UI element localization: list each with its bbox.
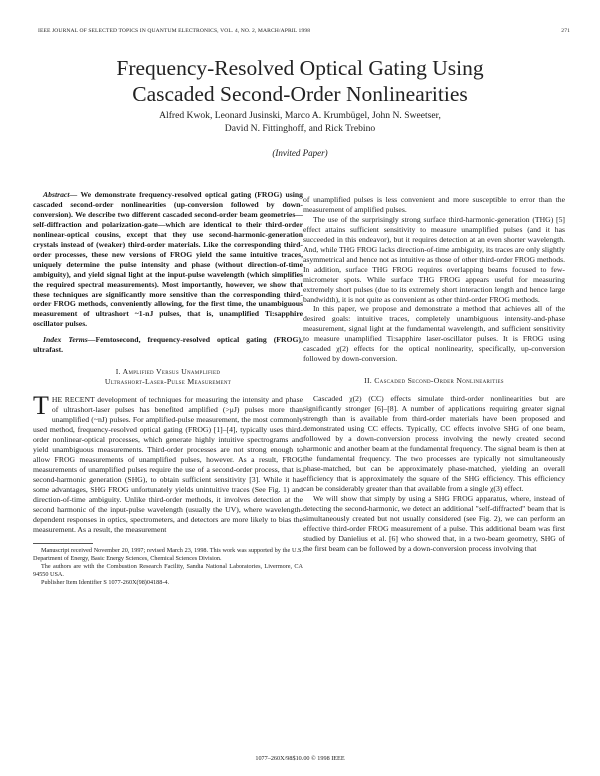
right-column <box>303 195 565 553</box>
drop-cap: T <box>33 391 49 421</box>
footnotes <box>33 547 303 587</box>
right-paragraph-3: In this paper, we propose and demonstrate a method that achieves all of the desired goals: intuitive traces, completely unambiguous intensity-and-phase measurement, signal light at the fundamental wavelength, and sufficient sensitivity to measure unamplified Ti:sapphire laser-oscillator pulses. It is FROG using cascaded χ(2) effects for the optical nonlinearity, specifically, up-conversion followed by down-conversion. <box>303 304 565 364</box>
journal-header: IEEE JOURNAL OF SELECTED TOPICS IN QUANTUM ELECTRONICS, VOL. 4, NO. 2, MARCH/APRIL 1998 <box>38 28 311 34</box>
footnote-divider <box>33 543 93 544</box>
index-terms-label: Index Terms— <box>43 335 96 345</box>
abstract-text: We demonstrate frequency-resolved optical gating (FROG) using cascaded second-order nonlinearities (up-conversion followed by down-conversion). We describe two different cascaded second-order beam geometries—self-diffraction and polarization-gate—which are identical to their third-order nonlinear-optical cousins, except that they use second-harmonic-generation crystals instead of (weaker) third-order materials. Like the corresponding third-order processes, these new versions of FROG yield the same intuitive traces, uniquely determine the pulse intensity and phase (without direction-of-time ambiguity), and yield signal light at the input-pulse wavelength (which simplifies the required spectral measurements). Most importantly, however, we show that these techniques are significantly more sensitive than the corresponding third-order FROG methods, conveniently allowing, for the first time, the unambiguous measurement of ultrashort ~1-nJ pulses, that is, unamplified Ti:sapphire oscillator pulses. <box>33 190 303 329</box>
index-terms <box>33 335 303 355</box>
abstract <box>33 190 303 329</box>
authors-line-1: Alfred Kwok, Leonard Jusinski, Marco A. Krumbügel, John N. Sweetser, <box>159 110 441 121</box>
right-paragraph-4: Cascaded χ(2) (CC) effects simulate third-order nonlinearities but are significantly stronger [6]–[8]. A number of applications requiring greater signal strength than is available from third-order materials have been proposed and demonstrated using CC effects. Typically, CC effects involve SHG of one beam, followed by a down-conversion process involving the newly created second harmonic and another beam at the fundamental frequency. The signal beam is then at the fundamental frequency. The two processes are typically not simultaneously phase-matched, but can be approximately phase-matched, yielding an overall efficiency that is approximately the square of the SHG efficiency. This efficiency can be considerably greater than that available from a single χ(3) effect. <box>303 394 565 493</box>
title-line-2: Cascaded Second-Order Nonlinearities <box>132 82 468 106</box>
section-1-paragraph-1 <box>33 391 303 534</box>
title-line-1: Frequency-Resolved Optical Gating Using <box>116 56 484 80</box>
footnote-affiliation: The authors are with the Combustion Research Facility, Sandia National Laboratories, Livermore, CA 94550 USA. <box>33 562 303 578</box>
footnote-identifier: Publisher Item Identifier S 1077-260X(98)04188-4. <box>41 578 170 586</box>
page-number: 271 <box>561 28 570 34</box>
running-header <box>38 28 570 38</box>
authors-line-2: David N. Fittinghoff, and Rick Trebino <box>224 122 376 134</box>
invited-paper-label: (Invited Paper) <box>272 148 328 158</box>
abstract-label: Abstract— <box>43 190 78 199</box>
author-list <box>0 110 600 135</box>
paper-title <box>0 55 600 107</box>
section-2-heading: II. Cascaded Second-Order Nonlinearities <box>364 376 504 386</box>
left-column <box>33 190 303 587</box>
section-1-heading <box>33 367 303 387</box>
section-1-title-line-2: Ultrashort-Laser-Pulse Measurement <box>104 377 232 387</box>
section-1-paragraph-1-text: HE RECENT development of techniques for measuring the intensity and phase of ultrashort-laser pulses has benefited amplified (>μJ) pulses more than unamplified (~nJ) pulses. For amplified-pulse measurement, the most commonly used method, frequency-resolved optical gating (FROG) [1]–[4], typically uses third-order nonlinear-optical processes, which generate highly intuitive spectrograms and yield unambiguous measurements. Third-order processes are not strong enough to allow FROG measurements of unamplified pulses, however. As a result, FROG measurements of unamplified pulses require the use of a second-order process, that is, second-harmonic generation (SHG), to obtain sufficient sensitivity [3]. While it has some advantages, SHG FROG unfortunately yields unintuitive traces (See Fig. 1) and direction-of-time ambiguity. Unlike third-order methods, it involves detection at the second harmonic of the input-pulse wavelength (usually the UV), where wavelength-dependent responses in optics, spectrometers, and detectors are more likely to bias the measurement. As a result, the measurement <box>33 395 303 534</box>
footnote-received: Manuscript received November 20, 1997; revised March 23, 1998. This work was supported by the U.S. Department of Energy, Basic Energy Sciences, Chemical Sciences Division. <box>33 546 303 562</box>
index-terms-text: Femtosecond, frequency-resolved optical gating (FROG), ultrafast. <box>33 335 303 355</box>
right-paragraph-1: of unamplified pulses is less convenient and more susceptible to error than the measurement of amplified pulses. <box>303 195 565 214</box>
copyright-footer: 1077–260X/98$10.00 © 1998 IEEE <box>255 755 345 762</box>
right-paragraph-5: We will show that simply by using a SHG FROG apparatus, where, instead of detecting the second-harmonic, we detect an additional "self-diffracted" beam that is simultaneously created but not usually considered (see Fig. 2), we can perform an effective third-order FROG measurement of a pulse. This additional beam was first studied by Danielius et al. [6] who showed that, in a two-beam geometry, SHG of the first beam can be followed by a down-conversion process involving that <box>303 493 565 553</box>
right-paragraph-2: The use of the surprisingly strong surface third-harmonic-generation (THG) [5] effect attains sufficient sensitivity to measure unamplified pulses (and it has succeeded in this endeavor), but it requires detection at an even shorter wavelength. And, while THG FROG lacks direction-of-time ambiguity, its traces are only slightly asymmetrical and hence not as intuitive as those of other third-order FROG methods. In addition, surface THG FROG requires overlapping beams focused to few-micrometer spots. While surface THG FROG appears useful for measuring extremely short pulses (due to its extremely short interaction length and hence large bandwidth), it is not quite as convenient as other third-order FROG methods. <box>303 214 565 304</box>
section-1-title-line-1: I. Amplified Versus Unamplified <box>115 367 221 377</box>
